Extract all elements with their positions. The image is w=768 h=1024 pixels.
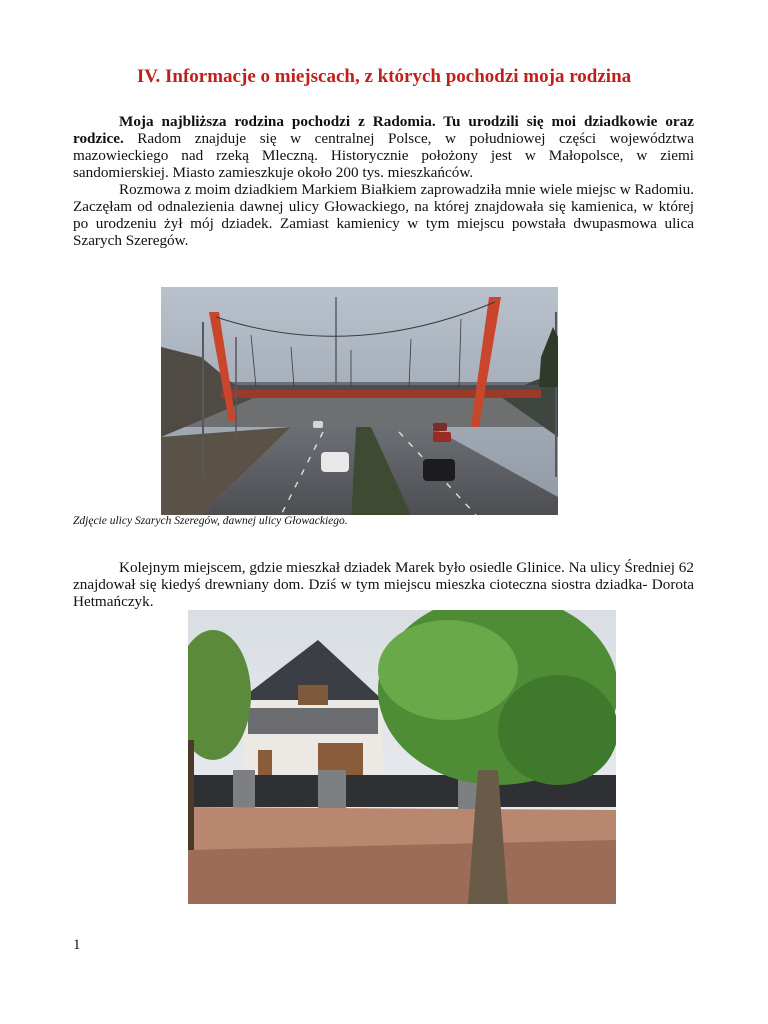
paragraph-family-origin xyxy=(73,113,694,181)
paragraph-body-text: Rozmowa z moim dziadkiem Markiem Białkiem zaprowadziła mnie wiele miejsc w Radomiu. Zaczęłam od odnalezienia dawnej ulicy Głowackiego, na której znajdowała się kamienica, w której po urodzeniu żył mój dziadek. Zamiast kamienicy w tym miejscu powstała dwupasmowa ulica Szarych Szeregów. xyxy=(73,181,694,249)
paragraph-body-text: Radom znajduje się w centralnej Polsce, w południowej części województwa mazowieckiego nad rzeką Mleczną. Historycznie położony jest w Małopolsce, w ziemi sandomierskiej. Miasto zamieszkuje około 200 tys. mieszkańców. xyxy=(73,130,694,181)
page-number: 1 xyxy=(73,937,81,953)
bold-intro-text: Moja najbliższa rodzina pochodzi z Radomia. Tu urodzili się moi dziadkowie oraz rodzice. xyxy=(73,113,694,147)
paragraph-glinice xyxy=(73,559,694,610)
house-photo xyxy=(188,610,616,904)
figure-caption: Zdjęcie ulicy Szarych Szeregów, dawnej ulicy Głowackiego. xyxy=(73,515,348,527)
paragraph-body-text: Kolejnym miejscem, gdzie mieszkał dziadek Marek było osiedle Glinice. Na ulicy Średniej 62 znajdował się kiedyś drewniany dom. Dziś w tym miejscu mieszka cioteczna siostra dziadka- Dorota Hetmańczyk. xyxy=(73,559,694,610)
section-heading: IV. Informacje o miejscach, z których pochodzi moja rodzina xyxy=(136,66,632,87)
street-photo xyxy=(161,287,558,515)
paragraph-grandfather-conversation xyxy=(73,181,694,249)
